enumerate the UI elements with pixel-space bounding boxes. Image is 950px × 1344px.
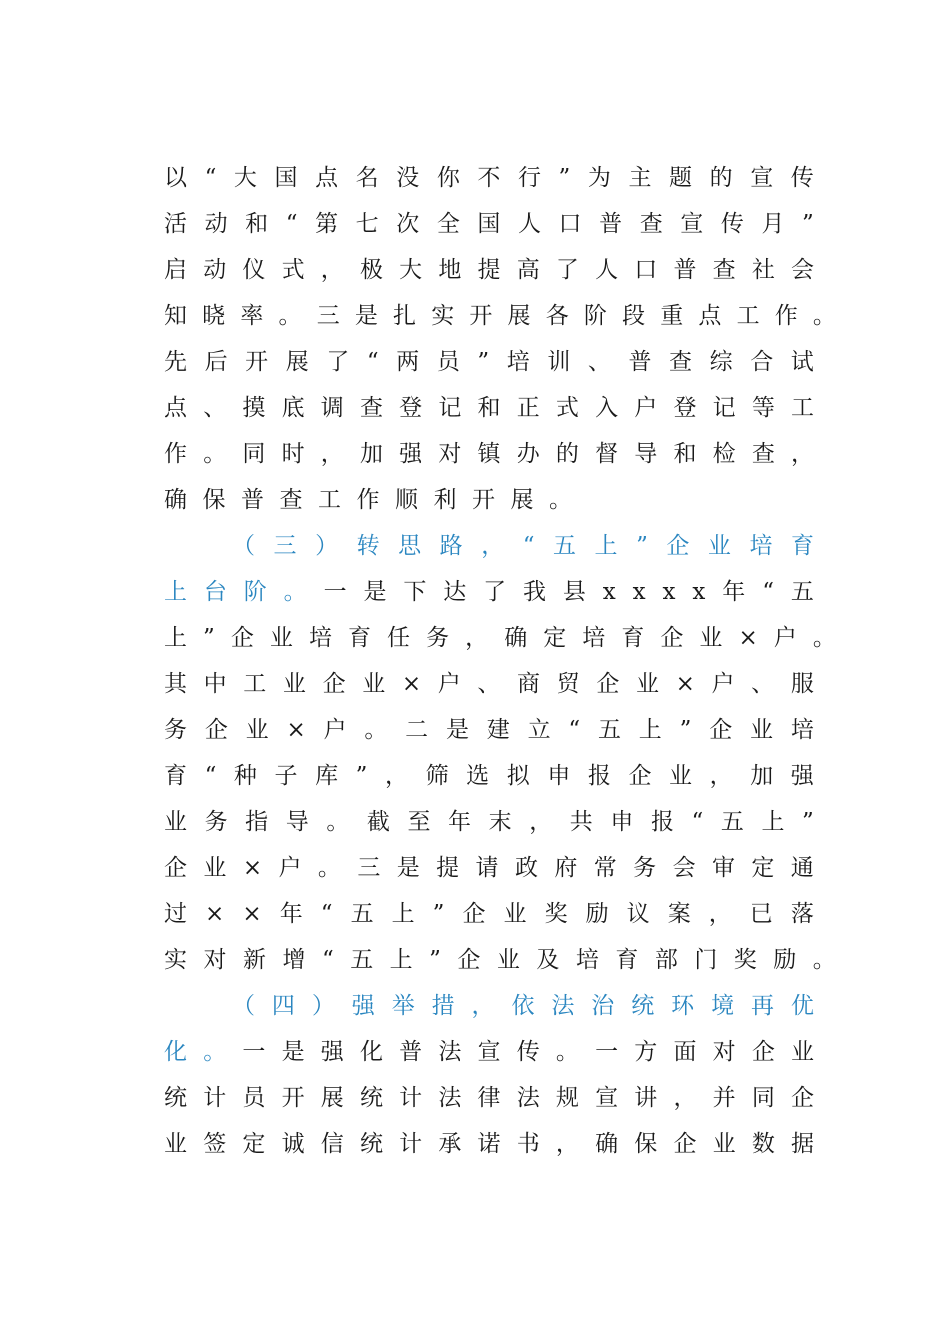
body-text-line: 点 、 摸 底 调 查 登 记 和 正 式 入 户 登 记 等 工 [164, 395, 814, 421]
body-text-line: 实 对 新 增 “ 五 上 ” 企 业 及 培 育 部 门 奖 励 。 [164, 947, 836, 973]
body-text-line: 统 计 员 开 展 统 计 法 律 法 规 宣 讲 ， 并 同 企 [164, 1085, 814, 1111]
body-text-line: 上 ” 企 业 培 育 任 务 ， 确 定 培 育 企 业 × 户 。 [164, 625, 836, 651]
section-heading-3: （ 三 ） 转 思 路 ， “ 五 上 ” 企 业 培 育 [232, 533, 814, 559]
body-text-line: 企 业 × 户 。 三 是 提 请 政 府 常 务 会 审 定 通 [164, 855, 814, 881]
body-text-line: 启 动 仪 式 ， 极 大 地 提 高 了 人 口 普 查 社 会 [164, 257, 814, 283]
body-text-line: 务 企 业 × 户 。 二 是 建 立 “ 五 上 ” 企 业 培 [164, 717, 814, 743]
body-text-line: 上 台 阶 。 一 是 下 达 了 我 县 x x x x 年 “ 五 [164, 579, 814, 605]
body-text-line: 以 “ 大 国 点 名 没 你 不 行 ” 为 主 题 的 宣 传 [164, 165, 814, 191]
body-text-line: 化 。 一 是 强 化 普 法 宣 传 。 一 方 面 对 企 业 [164, 1039, 814, 1065]
body-text-line: 业 务 指 导 。 截 至 年 末 ， 共 申 报 “ 五 上 ” [164, 809, 814, 835]
body-text-line: 育 “ 种 子 库 ” ， 筛 选 拟 申 报 企 业 ， 加 强 [164, 763, 814, 789]
body-text-line: 知 晓 率 。 三 是 扎 实 开 展 各 阶 段 重 点 工 作 。 [164, 303, 836, 329]
body-text-line: 确保普查工作顺利开展。 [164, 487, 588, 513]
body-text-line: 过 × × 年 “ 五 上 ” 企 业 奖 励 议 案 ， 已 落 [164, 901, 814, 927]
body-text-line: 业 签 定 诚 信 统 计 承 诺 书 ， 确 保 企 业 数 据 [164, 1131, 814, 1157]
body-text-line: 作 。 同 时 ， 加 强 对 镇 办 的 督 导 和 检 查 ， [164, 441, 814, 467]
body-text-line: 活 动 和 “ 第 七 次 全 国 人 口 普 查 宣 传 月 ” [164, 211, 814, 237]
section-heading-4: （ 四 ） 强 举 措 ， 依 法 治 统 环 境 再 优 [232, 993, 814, 1019]
body-text-line: 其 中 工 业 企 业 × 户 、 商 贸 企 业 × 户 、 服 [164, 671, 814, 697]
body-text-line: 先 后 开 展 了 “ 两 员 ” 培 训 、 普 查 综 合 试 [164, 349, 814, 375]
